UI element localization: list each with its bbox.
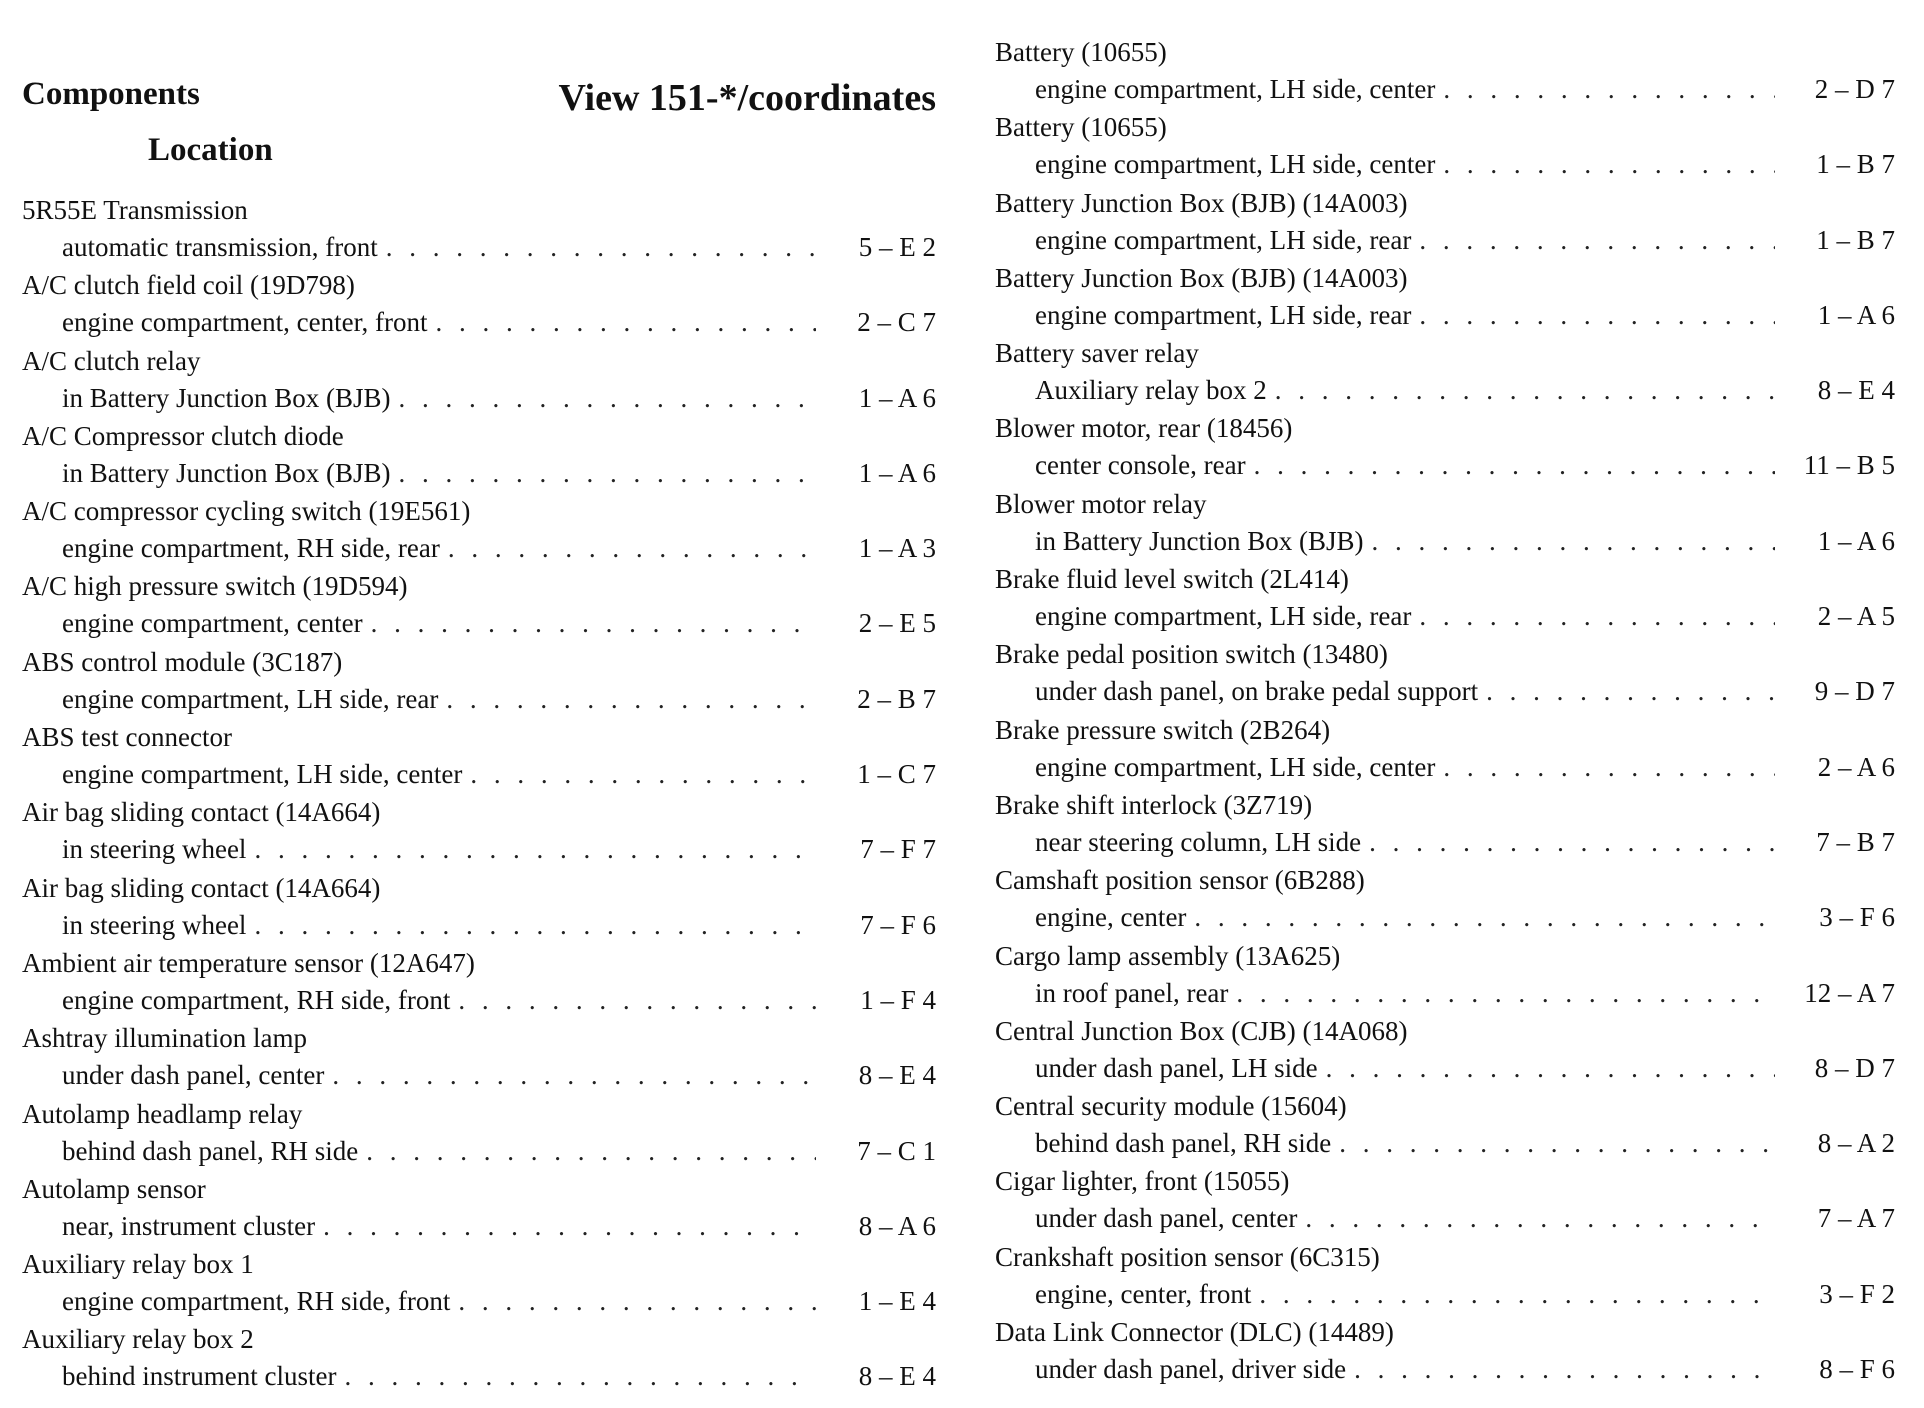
view-coordinate: 8 – E 4 [858,1060,936,1091]
view-coordinate: 2 – A 6 [1817,751,1895,782]
component-name: Autolamp sensor [22,1173,206,1204]
dot-leader [344,1358,816,1394]
component-name: Battery saver relay [995,338,1199,369]
component-name: Ashtray illumination lamp [22,1023,307,1054]
component-entry [995,862,1895,937]
dot-leader [1326,1050,1775,1086]
location-line [62,1057,936,1093]
location-line [1035,1050,1895,1086]
component-name: Cigar lighter, front (15055) [995,1166,1290,1197]
component-entry [995,787,1895,862]
component-location: in Battery Junction Box (BJB) [62,457,391,488]
component-entry [22,267,936,342]
component-entry [995,712,1895,787]
component-entry [22,644,936,719]
component-location: near, instrument cluster [62,1210,316,1241]
component-location: under dash panel, LH side [1035,1052,1318,1083]
component-entry [995,335,1895,410]
component-name: Brake pedal position switch (13480) [995,639,1388,670]
component-entry [22,1171,936,1246]
location-line [62,530,936,566]
view-coordinate: 9 – D 7 [1814,676,1895,707]
dot-leader [1259,1276,1775,1312]
component-name: Crankshaft position sensor (6C315) [995,1241,1380,1272]
component-name: Camshaft position sensor (6B288) [995,865,1365,896]
view-coordinate: 3 – F 6 [1819,902,1895,933]
view-coordinate: 8 – A 2 [1817,1128,1895,1159]
component-location: under dash panel, center [1035,1203,1298,1234]
view-coordinate: 8 – E 4 [858,1361,936,1392]
view-coordinate: 3 – F 2 [1819,1278,1895,1309]
view-coordinate: 7 – C 1 [857,1135,936,1166]
location-line [62,1358,936,1394]
component-name: Air bag sliding contact (14A664) [22,872,381,903]
dot-leader [371,605,816,641]
component-entry [995,1163,1895,1238]
component-name: Brake pressure switch (2B264) [995,714,1331,745]
location-line [62,229,936,265]
component-location: engine compartment, LH side, rear [62,683,439,714]
location-line [1035,372,1895,408]
component-location: engine, center, front [1035,1278,1252,1309]
view-coordinate: 2 – C 7 [857,307,936,338]
location-line [62,605,936,641]
view-coordinate: 2 – A 5 [1817,601,1895,632]
dot-leader [1443,749,1775,785]
component-entry [995,410,1895,485]
column-header [22,76,936,119]
component-location: in Battery Junction Box (BJB) [1035,525,1364,556]
dot-leader [1275,372,1775,408]
dot-leader [470,756,816,792]
component-name: Central Junction Box (CJB) (14A068) [995,1015,1408,1046]
component-entry [995,1013,1895,1088]
dot-leader [1419,297,1775,333]
location-line [62,907,936,943]
component-entry [995,1088,1895,1163]
component-location: in roof panel, rear [1035,977,1229,1008]
component-name: Cargo lamp assembly (13A625) [995,940,1341,971]
component-entry [995,1239,1895,1314]
view-coordinate: 8 – D 7 [1814,1052,1895,1083]
component-name: Blower motor, rear (18456) [995,413,1293,444]
dot-leader [254,831,816,867]
location-line [1035,1276,1895,1312]
view-coordinate: 7 – F 7 [860,834,936,865]
component-entry [22,1096,936,1171]
location-line [1035,146,1895,182]
location-line [1035,899,1895,935]
component-location: engine, center [1035,902,1187,933]
location-line [62,455,936,491]
component-location: engine compartment, LH side, rear [1035,299,1412,330]
component-location: behind dash panel, RH side [62,1135,359,1166]
component-name: Central security module (15604) [995,1091,1347,1122]
location-line [62,982,936,1018]
component-location: engine compartment, LH side, rear [1035,601,1412,632]
location-line [1035,71,1895,107]
component-location: behind dash panel, RH side [1035,1128,1332,1159]
location-line [62,1208,936,1244]
component-location: behind instrument cluster [62,1361,337,1392]
location-line [1035,975,1895,1011]
location-line [1035,1351,1895,1387]
component-entry [995,938,1895,1013]
component-location: Auxiliary relay box 2 [1035,375,1267,406]
component-name: ABS control module (3C187) [22,646,343,677]
location-line [1035,598,1895,634]
component-entry [22,1246,936,1321]
component-location: center console, rear [1035,450,1246,481]
component-entry [22,719,936,794]
view-coordinate: 1 – A 6 [858,382,936,413]
component-entry [995,260,1895,335]
location-line [1035,673,1895,709]
right-entry-list [995,34,1895,1389]
dot-leader [1254,447,1775,483]
component-name: A/C compressor cycling switch (19E561) [22,496,471,527]
location-line [1035,824,1895,860]
location-line [1035,297,1895,333]
component-name: Ambient air temperature sensor (12A647) [22,947,475,978]
component-entry [995,185,1895,260]
component-location: engine compartment, LH side, center [1035,74,1436,104]
component-name: A/C clutch field coil (19D798) [22,270,355,301]
location-line [1035,447,1895,483]
dot-leader [1236,975,1775,1011]
component-name: Brake fluid level switch (2L414) [995,564,1349,595]
left-entry-list [22,192,936,1397]
view-coordinate: 7 – F 6 [860,909,936,940]
location-line [62,831,936,867]
location-line [1035,1200,1895,1236]
view-coordinates-heading: View 151-*/coordinates [558,77,936,119]
component-name: Data Link Connector (DLC) (14489) [995,1317,1394,1348]
component-entry [22,493,936,568]
component-entry [22,192,936,267]
location-line [62,1133,936,1169]
component-location: under dash panel, driver side [1035,1354,1347,1385]
dot-leader [254,907,816,943]
dot-leader [386,229,816,265]
location-line [1035,222,1895,258]
dot-leader [1305,1200,1775,1236]
component-location: engine compartment, center, front [62,307,428,338]
view-coordinate: 1 – E 4 [858,1286,936,1317]
component-name: ABS test connector [22,722,232,753]
component-location: in Battery Junction Box (BJB) [62,382,391,413]
component-entry [995,561,1895,636]
component-location: engine compartment, RH side, front [62,1286,451,1317]
component-name: Auxiliary relay box 1 [22,1249,254,1280]
location-line [1035,749,1895,785]
view-coordinate: 2 – D 7 [1814,74,1895,104]
dot-leader [398,380,816,416]
dot-leader [366,1133,816,1169]
location-heading: Location [148,132,273,168]
dot-leader [1339,1125,1775,1161]
view-coordinate: 1 – A 3 [858,533,936,564]
component-name: Blower motor relay [995,488,1207,519]
dot-leader [1486,673,1775,709]
component-location: engine compartment, RH side, front [62,984,451,1015]
view-coordinate: 5 – E 2 [858,232,936,262]
component-name: Air bag sliding contact (14A664) [22,797,381,828]
location-line [1035,523,1895,559]
dot-leader [323,1208,816,1244]
location-line [62,304,936,340]
component-location: in steering wheel [62,834,247,865]
dot-leader [1371,523,1775,559]
component-location: under dash panel, on brake pedal support [1035,676,1479,707]
component-name: Autolamp headlamp relay [22,1098,303,1129]
dot-leader [398,455,816,491]
component-location: engine compartment, LH side, center [62,759,463,790]
view-coordinate: 1 – A 6 [858,457,936,488]
view-coordinate: 8 – E 4 [1817,375,1895,406]
component-location: automatic transmission, front [62,232,378,262]
view-coordinate: 7 – B 7 [1816,826,1895,857]
component-name: A/C high pressure switch (19D594) [22,571,408,602]
component-location: near steering column, LH side [1035,826,1362,857]
view-coordinate: 8 – F 6 [1819,1354,1895,1385]
component-location: engine compartment, center [62,608,363,639]
component-name: Brake shift interlock (3Z719) [995,789,1313,820]
view-coordinate: 2 – E 5 [858,608,936,639]
dot-leader [1419,598,1775,634]
dot-leader [1369,824,1775,860]
view-coordinate: 1 – B 7 [1816,224,1895,255]
component-entry [995,636,1895,711]
component-location: in steering wheel [62,909,247,940]
location-line [1035,1125,1895,1161]
view-coordinate: 8 – A 6 [858,1210,936,1241]
component-entry [22,1321,936,1396]
dot-leader [1354,1351,1775,1387]
component-name: Battery Junction Box (BJB) (14A003) [995,262,1408,293]
component-entry [22,945,936,1020]
view-coordinate: 1 – F 4 [860,984,936,1015]
component-entry [22,870,936,945]
component-name: 5R55E Transmission [22,195,248,225]
location-line [62,756,936,792]
component-entry [995,34,1895,109]
location-line [62,681,936,717]
component-location: under dash panel, center [62,1060,325,1091]
component-entry [22,794,936,869]
dot-leader [1194,899,1775,935]
component-name: Auxiliary relay box 2 [22,1324,254,1355]
view-coordinate: 2 – B 7 [857,683,936,714]
dot-leader [458,982,816,1018]
view-coordinate: 12 – A 7 [1804,977,1895,1008]
component-entry [22,418,936,493]
components-heading: Components [22,76,200,112]
location-line [62,380,936,416]
location-line [62,1283,936,1319]
view-coordinate: 11 – B 5 [1803,450,1895,481]
component-name: A/C clutch relay [22,345,201,376]
dot-leader [1419,222,1775,258]
dot-leader [436,304,816,340]
view-coordinate: 1 – A 6 [1817,299,1895,330]
component-entry [995,486,1895,561]
view-coordinate: 1 – A 6 [1817,525,1895,556]
dot-leader [1443,146,1775,182]
dot-leader [332,1057,816,1093]
component-location: engine compartment, RH side, rear [62,533,440,564]
component-location: engine compartment, LH side, center [1035,751,1436,782]
dot-leader [448,530,816,566]
component-name: Battery (10655) [995,37,1167,67]
component-name: Battery (10655) [995,112,1167,143]
dot-leader [446,681,816,717]
view-coordinate: 7 – A 7 [1817,1203,1895,1234]
component-name: A/C Compressor clutch diode [22,420,344,451]
view-coordinate: 1 – C 7 [857,759,936,790]
component-entry [995,1314,1895,1389]
component-name: Battery Junction Box (BJB) (14A003) [995,187,1408,218]
dot-leader [458,1283,816,1319]
component-entry [22,1020,936,1095]
view-coordinate: 1 – B 7 [1816,149,1895,180]
component-location: engine compartment, LH side, rear [1035,224,1412,255]
component-entry [22,343,936,418]
dot-leader [1443,71,1775,107]
component-location: engine compartment, LH side, center [1035,149,1436,180]
component-entry [22,568,936,643]
component-entry [995,109,1895,184]
